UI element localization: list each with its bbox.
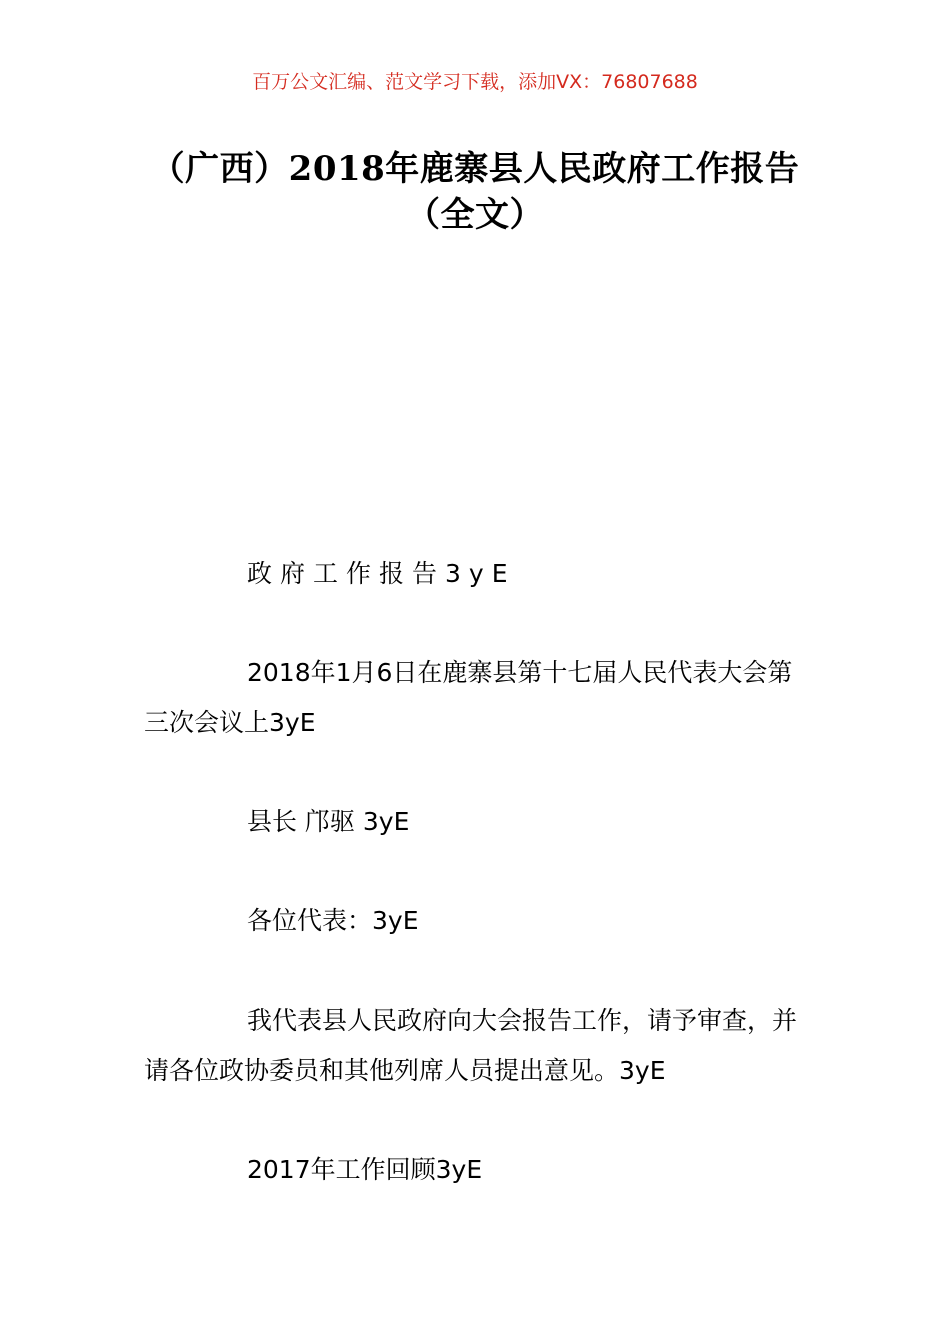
paragraph-report-heading bbox=[144, 549, 814, 599]
paragraph-speaker bbox=[144, 797, 814, 847]
paragraph-section-heading bbox=[144, 1145, 814, 1195]
paragraph: 各位代表：3yE bbox=[247, 906, 419, 935]
paragraph-meeting-date bbox=[144, 648, 814, 748]
paragraph-salutation bbox=[144, 896, 814, 946]
paragraph: 2017年工作回顾3yE bbox=[247, 1155, 483, 1184]
paragraph-intro bbox=[144, 996, 814, 1096]
paragraph: 政府工作报告3yE bbox=[247, 559, 516, 588]
title-line-2: （全文） bbox=[406, 195, 544, 235]
paragraph: 2018年1月6日在鹿寨县第十七届人民代表大会第三次会议上3yE bbox=[144, 658, 793, 737]
paragraph: 县长 邝驱 3yE bbox=[247, 807, 410, 836]
title-line-1: （广西）2018年鹿寨县人民政府工作报告 bbox=[150, 149, 800, 189]
header-promo-note: 百万公文汇编、范文学习下载，添加VX：76807688 bbox=[252, 71, 698, 93]
paragraph: 我代表县人民政府向大会报告工作，请予审查，并请各位政协委员和其他列席人员提出意见。3yE bbox=[144, 1006, 798, 1085]
document-title bbox=[120, 146, 830, 238]
